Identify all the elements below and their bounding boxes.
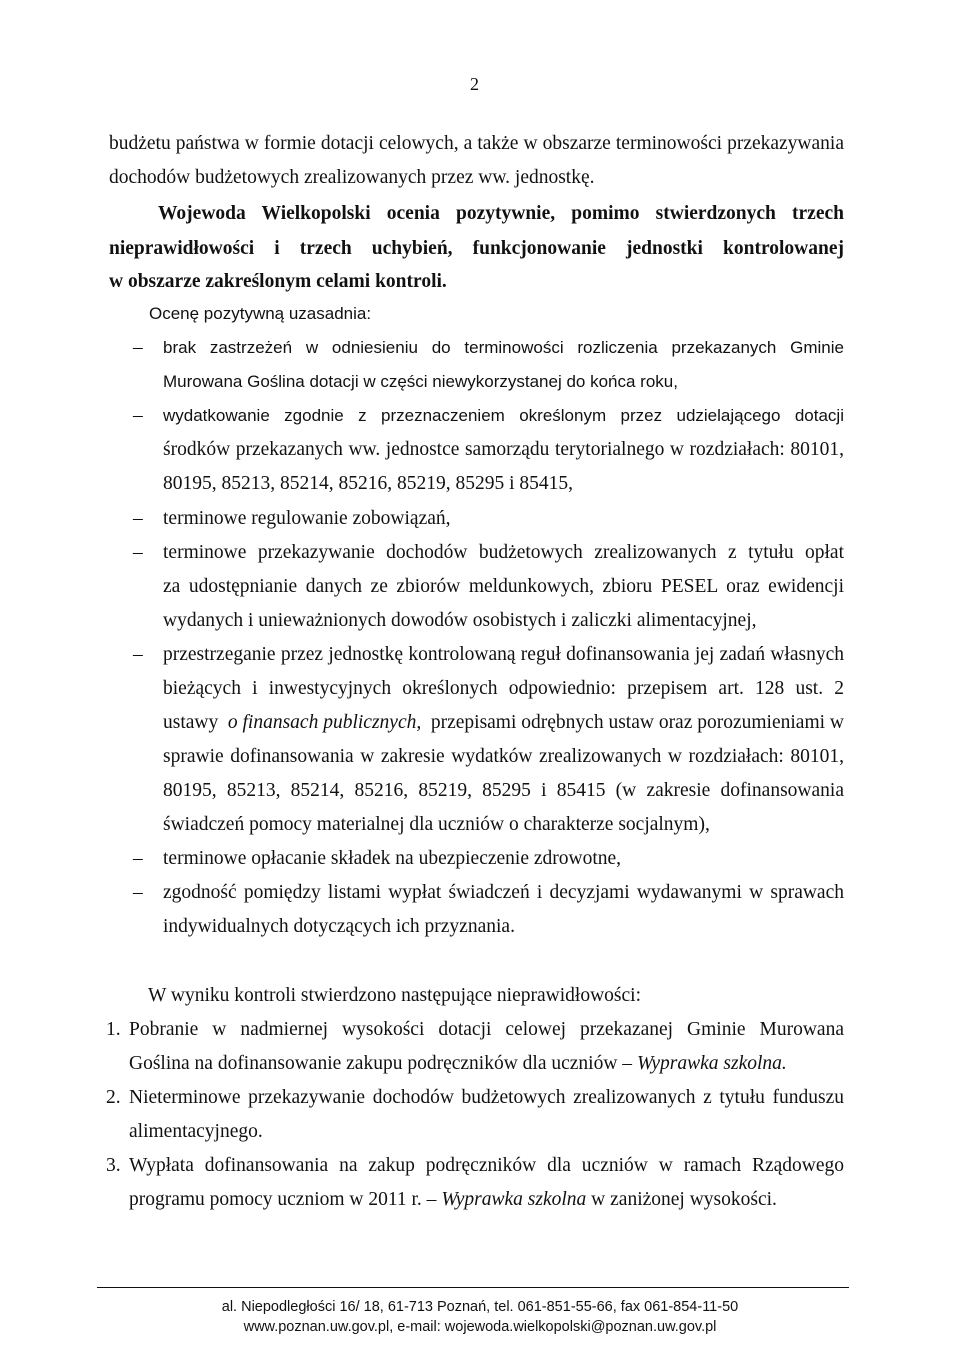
irregularity-line	[129, 1052, 787, 1076]
list-item-line: terminowe opłacanie składek na ubezpieczenie zdrowotne,	[163, 848, 622, 869]
list-dash: –	[133, 405, 143, 426]
program-name: Wyprawka szkolna.	[636, 1053, 787, 1074]
list-item-line: świadczeń pomocy materialnej dla uczniów o charakterze socjalnym),	[163, 814, 710, 835]
footer-web: www.poznan.uw.gov.pl, e-mail: wojewoda.wielkopolski@poznan.uw.gov.pl	[243, 1319, 717, 1335]
list-item-line: za udostępnianie danych ze zbiorów meldunkowych, zbioru PESEL oraz ewidencji	[163, 576, 844, 597]
list-dash: –	[133, 542, 143, 563]
paragraph-line: dochodów budżetowych zrealizowanych przez ww. jednostkę.	[109, 167, 595, 188]
list-dash: –	[133, 337, 143, 358]
list-dash: –	[133, 848, 143, 869]
list-item-line	[163, 711, 844, 735]
footer-address: al. Niepodległości 16/ 18, 61-713 Poznań, tel. 061-851-55-66, fax 061-854-11-50	[221, 1299, 739, 1315]
list-number: 2.	[106, 1087, 121, 1108]
assessment-line: w obszarze zakreślonym celami kontroli.	[109, 271, 447, 292]
list-item-line: brak zastrzeżeń w odniesieniu do terminowości rozliczenia przekazanych Gminie	[163, 338, 844, 357]
list-dash: –	[133, 644, 143, 665]
irregularity-line: Nieterminowe przekazywanie dochodów budżetowych zrealizowanych z tytułu funduszu	[129, 1087, 844, 1108]
list-item-line: indywidualnych dotyczących ich przyznania.	[163, 916, 515, 937]
list-item-line: terminowe przekazywanie dochodów budżetowych zrealizowanych z tytułu opłat	[163, 542, 844, 563]
list-item-line: wydanych i unieważnionych dowodów osobistych i zaliczki alimentacyjnej,	[163, 610, 757, 631]
list-item-line: bieżących i inwestycyjnych określonych odpowiednio: przepisem art. 128 ust. 2	[163, 678, 844, 699]
list-item-line: zgodność pomiędzy listami wypłat świadczeń i decyzjami wydawanymi w sprawach	[163, 882, 844, 903]
paragraph-line: budżetu państwa w formie dotacji celowych, a także w obszarze terminowości przekazywania	[109, 133, 844, 154]
line-text: programu pomocy uczniom w 2011 r. –	[129, 1189, 437, 1210]
line-text: w zaniżonej wysokości.	[591, 1189, 777, 1210]
assessment-line: Wojewoda Wielkopolski ocenia pozytywnie, pomimo stwierdzonych trzech	[158, 203, 844, 224]
irregularity-line: alimentacyjnego.	[129, 1121, 263, 1142]
program-name: Wyprawka szkolna	[441, 1189, 587, 1210]
irregularity-line: Pobranie w nadmiernej wysokości dotacji celowej przekazanej Gminie Murowana	[129, 1019, 844, 1040]
line-text: Goślina na dofinansowanie zakupu podręczników dla uczniów –	[129, 1053, 633, 1074]
page-number: 2	[470, 74, 479, 94]
irregularity-line	[129, 1188, 777, 1212]
list-item-line: wydatkowanie zgodnie z przeznaczeniem określonym przez udzielającego dotacji	[163, 406, 844, 425]
assessment-line: nieprawidłowości i trzech uchybień, funkcjonowanie jednostki kontrolowanej	[109, 238, 844, 259]
list-number: 1.	[106, 1019, 121, 1040]
list-item-line: sprawie dofinansowania w zakresie wydatków zrealizowanych w rozdziałach: 80101,	[163, 746, 844, 767]
list-item-line: 80195, 85213, 85214, 85216, 85219, 85295 i 85415,	[163, 473, 574, 494]
list-dash: –	[133, 508, 143, 529]
list-item-line: Murowana Goślina dotacji w części niewykorzystanej do końca roku,	[163, 372, 678, 391]
act-title: o finansach publicznych,	[227, 712, 422, 733]
list-item-line: przestrzeganie przez jednostkę kontrolowaną reguł dofinansowania jej zadań własnych	[163, 644, 844, 665]
irregularities-intro: W wyniku kontroli stwierdzono następujące nieprawidłowości:	[148, 985, 641, 1006]
list-item-line: środków przekazanych ww. jednostce samorządu terytorialnego w rozdziałach: 80101,	[163, 439, 844, 460]
list-dash: –	[133, 882, 143, 903]
irregularity-line: Wypłata dofinansowania na zakup podręczników dla uczniów w ramach Rządowego	[129, 1155, 844, 1176]
list-number: 3.	[106, 1155, 121, 1176]
list-item-line: terminowe regulowanie zobowiązań,	[163, 508, 451, 529]
list-item-line: 80195, 85213, 85214, 85216, 85219, 85295 i 85415 (w zakresie dofinansowania	[163, 780, 844, 801]
footer-divider	[97, 1287, 849, 1288]
line-text: przepisami odrębnych ustaw oraz porozumieniami w	[430, 712, 844, 733]
line-word: ustawy	[163, 712, 219, 733]
justification-intro: Ocenę pozytywną uzasadnia:	[149, 304, 372, 323]
